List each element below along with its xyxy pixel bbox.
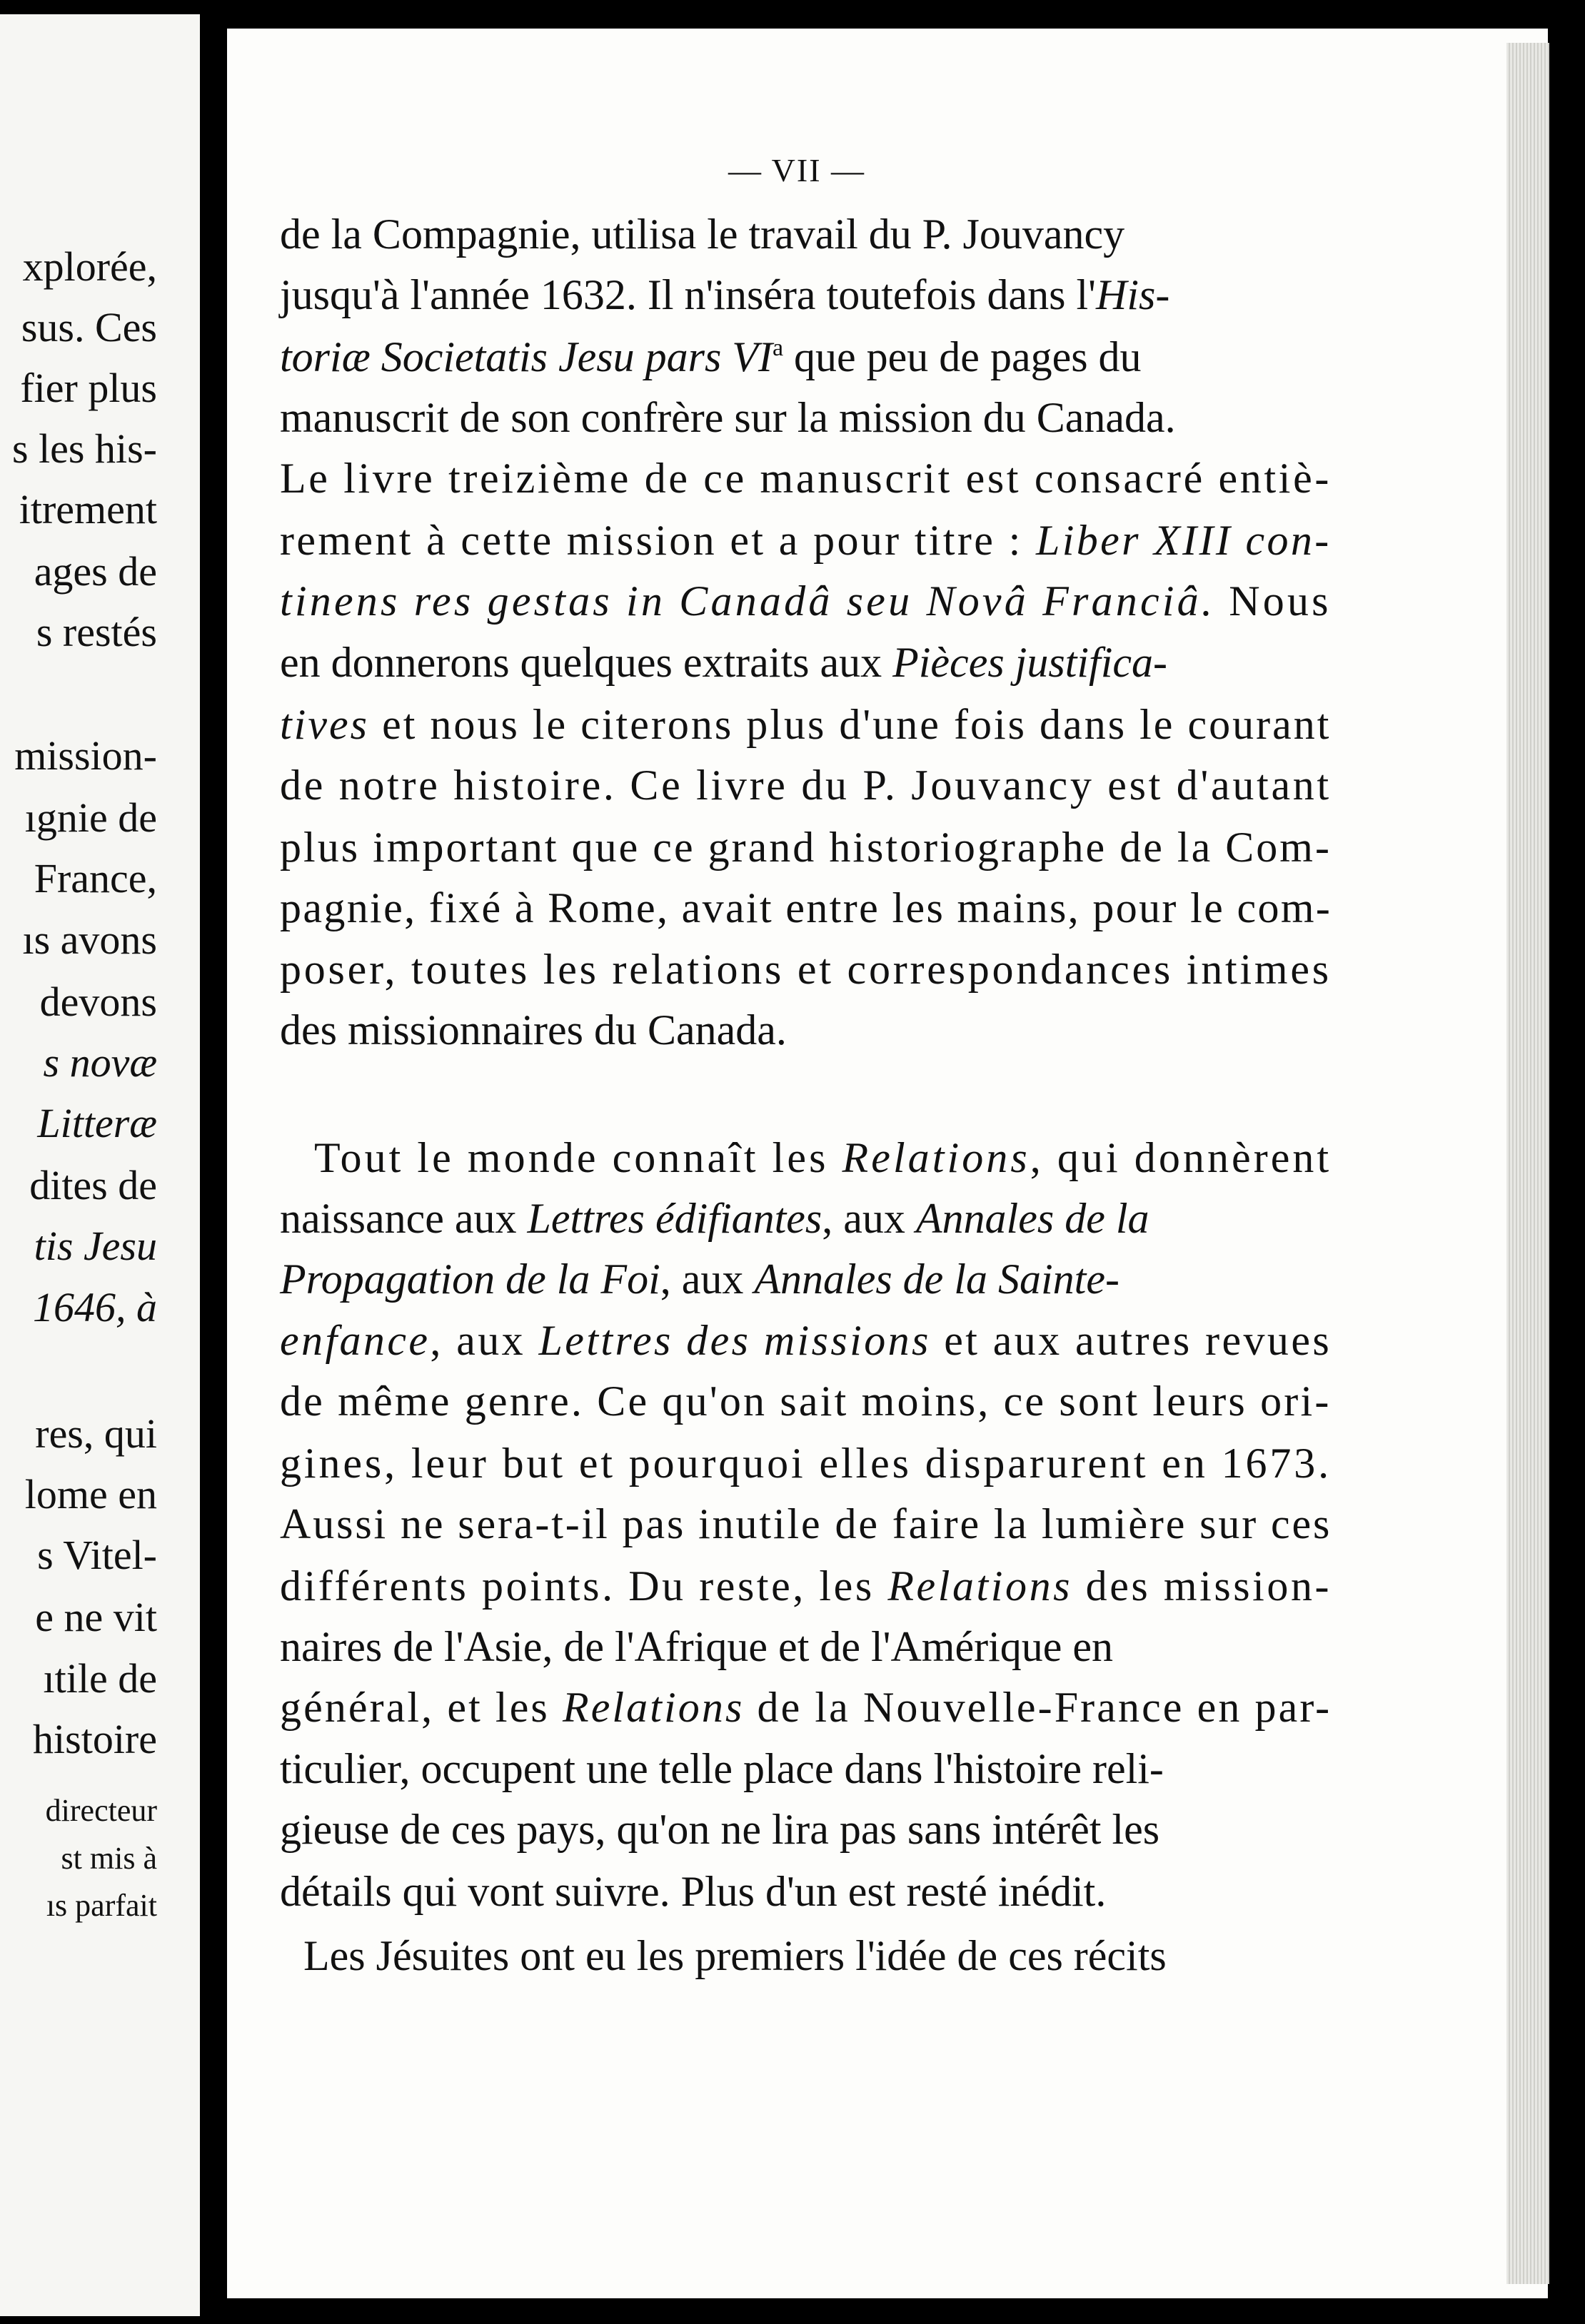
paragraph-line: Aussi ne sera-t-il pas inutile de faire la lumière sur ces [280, 1500, 1332, 1547]
left-fragment-line: sus. Ces [21, 304, 157, 350]
paragraph-line: détails qui vont suivre. Plus d'un est resté inédit. [280, 1868, 1107, 1915]
paragraph-line: tinens res gestas in Canadâ seu Novâ Franciâ. Nous [280, 577, 1332, 625]
left-fragment-line: devons [39, 979, 157, 1025]
paragraph-line: rement à cette mission et a pour titre : Liber XIII con- [280, 517, 1332, 564]
paragraph-line: de notre histoire. Ce livre du P. Jouvancy est d'autant [280, 762, 1332, 809]
left-fragment-line: France, [34, 855, 157, 901]
page-edge [1506, 43, 1549, 2284]
paragraph-line: de même genre. Ce qu'on sait moins, ce sont leurs ori- [280, 1378, 1332, 1425]
left-fragment-line: ıtile de [43, 1655, 157, 1702]
paragraph-line: enfance, aux Lettres des missions et aux autres revues [280, 1317, 1332, 1364]
left-fragment-line: 1646, à [33, 1284, 157, 1330]
paragraph-line: gieuse de ces pays, qu'on ne lira pas sans intérêt les [280, 1806, 1160, 1853]
paragraph-line: naires de l'Asie, de l'Afrique et de l'Amérique en [280, 1623, 1114, 1670]
paragraph-line: des missionnaires du Canada. [280, 1006, 787, 1054]
left-fragment-line: xplorée, [22, 243, 157, 290]
paragraph-line: Les Jésuites ont eu les premiers l'idée de ces récits [303, 1932, 1167, 1979]
paragraph-line: différents points. Du reste, les Relations des mission- [280, 1562, 1332, 1610]
left-fragment-line: Litteræ [37, 1100, 157, 1146]
left-fragment-line: itrement [19, 486, 157, 532]
left-page-fragment [0, 14, 200, 2316]
paragraph-line: jusqu'à l'année 1632. Il n'inséra toutefois dans l'His- [280, 271, 1170, 318]
left-fragment-line: s novæ [43, 1039, 157, 1086]
paragraph-line: Le livre treizième de ce manuscrit est consacré entiè- [280, 455, 1332, 502]
paragraph-line: manuscrit de son confrère sur la mission du Canada. [280, 394, 1176, 441]
left-fragment-line: ıs avons [22, 916, 157, 963]
left-fragment-line: tis Jesu [34, 1223, 157, 1269]
left-fragment-line: histoire [33, 1716, 157, 1762]
left-fragment-line: s restés [36, 609, 157, 655]
left-fragment-line: s les his- [12, 425, 157, 472]
paragraph-line: de la Compagnie, utilisa le travail du P. Jouvancy [280, 211, 1125, 258]
paragraph-line: naissance aux Lettres édifiantes, aux Annales de la [280, 1195, 1149, 1242]
paragraph-line: ticulier, occupent une telle place dans l'histoire reli- [280, 1745, 1164, 1792]
paragraph-line: gines, leur but et pourquoi elles disparurent en 1673. [280, 1440, 1332, 1487]
left-fragment-line: res, qui [35, 1410, 157, 1457]
left-fragment-line: lome en [24, 1471, 157, 1517]
paragraph-line: Tout le monde connaît les Relations, qui donnèrent [314, 1134, 1332, 1181]
left-fragment-line: fier plus [20, 365, 157, 411]
page-number: — VII — [728, 152, 866, 188]
left-fragment-line: ıgnie de [24, 794, 157, 841]
left-fragment-line: ages de [34, 548, 157, 595]
paragraph-line: Propagation de la Foi, aux Annales de la Sainte- [280, 1256, 1119, 1303]
left-fragment-line: s Vitel- [37, 1532, 157, 1578]
paragraph-line: poser, toutes les relations et correspondances intimes [280, 946, 1332, 993]
paragraph-line: toriæ Societatis Jesu pars $VI^a$ que peu de pages du [280, 333, 1142, 380]
paragraph-line: plus important que ce grand historiographe de la Com- [280, 824, 1332, 871]
left-fragment-note: ıs parfait [46, 1888, 157, 1923]
left-fragment-note: st mis à [61, 1841, 157, 1876]
book-gutter [200, 0, 228, 2324]
left-fragment-note: directeur [45, 1793, 157, 1828]
paragraph-line: en donnerons quelques extraits aux Pièces justifica- [280, 639, 1167, 686]
left-fragment-line: e ne vit [35, 1594, 157, 1640]
paragraph-line: tives et nous le citerons plus d'une fois dans le courant [280, 701, 1332, 748]
left-fragment-line: dites de [29, 1162, 157, 1208]
paragraph-line: général, et les Relations de la Nouvelle-France en par- [280, 1684, 1332, 1731]
paragraph-line: pagnie, fixé à Rome, avait entre les mains, pour le com- [280, 884, 1332, 931]
left-fragment-line: mission- [14, 732, 157, 779]
